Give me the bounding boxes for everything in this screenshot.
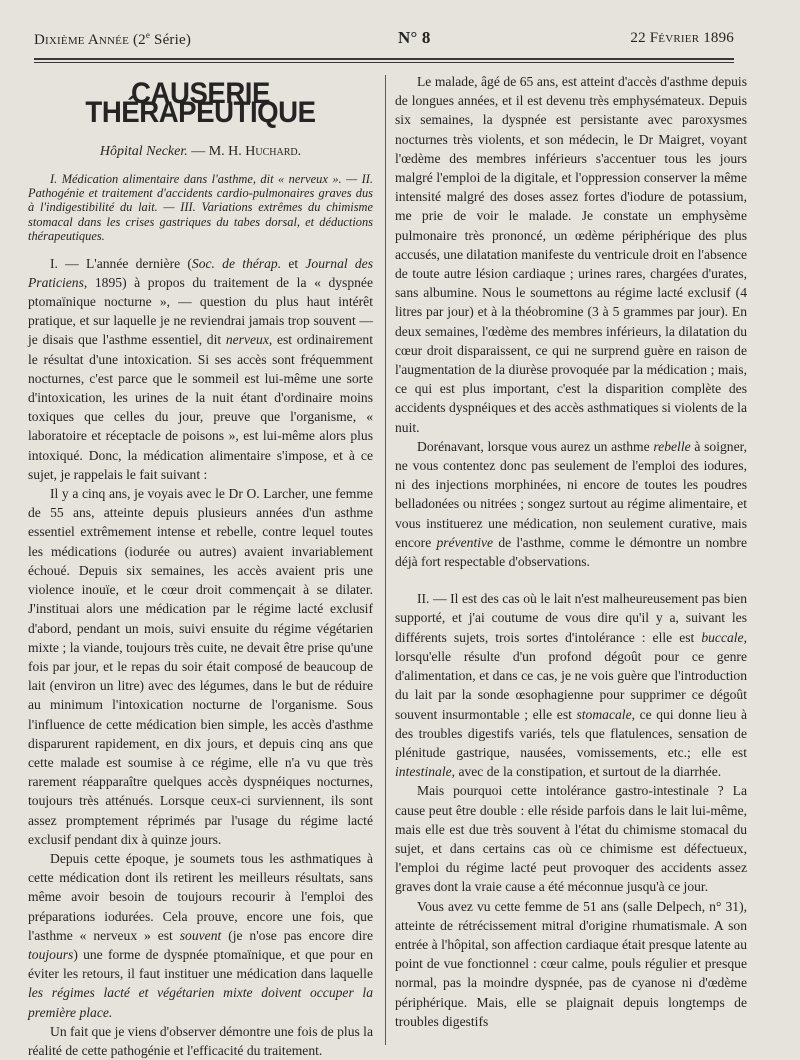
article-byline: Hôpital Necker. — M. H. Huchard.: [99, 144, 302, 160]
paragraph: I. — L'année dernière (Soc. de thérap. et Journal des Praticiens, 1895) à propos du traitement de la « dyspnée ptomaïnique nocturne », — question du plus haut intérêt pratique, et sur laquelle je ne reviendrai jamais trop souvent — je disais que l'asthme essentiel, dit nerveux, est ordinairement le résultat d'une intoxication. Si ses accès sont fréquemment nocturnes, c'est parce que le sommeil est lui-même une sorte d'intoxication, les urines de la nuit étant d'ordinaire moins toxiques que celles du jour, preuve que l'organisme, « laboratoire et réceptacle de poisons », est lui-même alors plus intoxiqué. Donc, la médication alimentaire s'impose, et à ce sujet, je rappelais le fait suivant :: [28, 255, 374, 482]
running-header: [34, 28, 734, 52]
article-summary: I. Médication alimentaire dans l'asthme, dit « nerveux ». — II. Pathogénie et traitement d'accidents cardio-pulmonaires graves dus à l'indigestibilité du lait. — III. Variations extrêmes du chimisme stomacal dans les crises gastriques du tabes dorsal, et déductions thérapeutiques.: [28, 171, 373, 244]
column-divider: [385, 75, 386, 1045]
paragraph: Un fait que je viens d'observer démontre une fois de plus la réalité de cette pathogénie et l'efficacité du traitement.: [28, 1023, 373, 1058]
header-rule-thin: [34, 62, 734, 63]
header-rule: [34, 58, 734, 60]
header-date: 22 Février 1896: [630, 30, 734, 46]
paragraph: II. — Il est des cas où le lait n'est malheureusement pas bien supporté, et j'ai coutume de vous dire qu'il y a, suivant les différents sujets, trois sortes d'intolérance : elle est buccale, lorsqu'elle résulte d'un profond dégoût pour ce genre d'alimentation, et dans ce cas, je ne vois guère que l'introduction du lait par la sonde œsophagienne pour supprimer ce dégoût souvent insurmontable ; elle est stomacale, ce qui donne lieu à des troubles digestifs variés, tels que flatulences, sensation de plénitude gastrique, nausées, vomissements, etc.; elle est intestinale, avec de la constipation, et surtout de la diarrhée.: [395, 591, 747, 780]
left-column: [28, 72, 373, 1060]
paragraph: Vous avez vu cette femme de 51 ans (salle Delpech, n° 31), atteinte de rétrécissement mitral d'origine rhumatismale. A son entrée à l'hôpital, son affection cardiaque était presque latente au point de vue fonctionnel : cœur calme, pouls régulier et presque normal, pas la moindre dyspnée, pas de cyanose ni d'œdème périphérique. Mais, elle se plaignait depuis longtemps de troubles digestifs: [395, 898, 747, 1029]
article-title: CAUSERIE THÉRAPEUTIQUE: [85, 77, 316, 130]
paragraph: Il y a cinq ans, je voyais avec le Dr O. Larcher, une femme de 55 ans, atteinte depuis plusieurs années d'un asthme essentiel extrêmement intense et rebelle, contre lequel toutes les médications (iodurée ou autres) avaient invariablement échoué. Depuis six semaines, les accès avaient pris une violence inouïe, et le cœur droit commençait à se dilater. J'instituai alors une médication par le régime lacté exclusif d'abord, pendant un mois, suivi ensuite du régime végétarien mixte ; la viande, toujours très cuite, ne devait être prise qu'une fois par jour, et le repas du soir était composé de beaucoup de lait (environ un litre) avec des légumes, dans le but de réduire au minimum l'intoxication nocturne de l'organisme. Sous l'influence de cette médication bien simple, les accès d'asthme disparurent rapidement, en dix jours, et depuis cinq ans que cette malade est soumise à ce régime, elle n'a vu que très rarement réapparaître quelques accès dyspnéiques nocturnes, toujours très atténués. Lorsque ceux-ci surviennent, ils sont assez promptement réprimés par l'usage du régime lacté exclusif pendant dix à quinze jours.: [28, 486, 373, 847]
header-volume: Dixième Année (2e Série): [34, 30, 192, 48]
paragraph: Depuis cette époque, je soumets tous les asthmatiques à cette médication dont ils retirent les meilleurs résultats, sans même avoir besoin de toujours recourir à l'emploi des préparations iodurées. Cela prouve, encore une fois, que l'asthme « nerveux » est souvent (je n'ose pas encore dire toujours) une forme de dyspnée ptomaïnique, et que pour en éviter les retours, il faut instituer une médication dans laquelle les régimes lacté et végétarien mixte doivent occuper la première place.: [28, 850, 373, 1020]
paragraph: Dorénavant, lorsque vous aurez un asthme rebelle à soigner, ne vous contentez donc pas seulement de l'emploi des iodures, ni des injections morphinées, ni encore de toutes les poudres belladonées ou nitrées ; songez surtout au régime alimentaire, et vous instituerez une médication, non seulement curative, mais encore préventive de l'asthme, comme le démontre un nombre déjà fort respectable d'observations.: [395, 438, 747, 570]
paragraph: Mais pourquoi cette intolérance gastro-intestinale ? La cause peut être double : elle réside parfois dans le lait lui-même, mais elle est due très souvent à l'état du chimisme stomacal du sujet, et dans certains cas où ce chimisme est défectueux, l'emploi du régime lacté peut provoquer des accidents assez graves dont la vraie cause a été méconnue jusqu'à ce jour.: [395, 783, 747, 895]
right-column: [395, 72, 747, 1031]
paragraph: Le malade, âgé de 65 ans, est atteint d'accès d'asthme depuis de longues années, et il est devenu très emphysémateux. Depuis six semaines, la dyspnée est persistante avec paroxysmes nocturnes très violents, et son médecin, le Dr Maigret, voyant l'œdème des membres inférieurs s'accentuer tous les jours malgré l'emploi de la digitale, et l'oppression conserver la même intensité malgré des doses assez fortes d'iodure de potassium, me prie de voir le malade. Je constate un emphysème pulmonaire très prononcé, un œdème périphérique des plus accusés, une dilatation manifeste du ventricule droit en l'absence de toute autre lésion cardiaque ; urines rares, chargées d'urates, sans albumine. Nous le soumettons au régime lacté exclusif (4 litres par jour) et à la théobromine (3 à 5 grammes par jour). En deux semaines, l'œdème des membres inférieurs, la dilatation du cœur droit disparaissent, ce qui ne surprend guère en raison de l'augmentation de la diurèse provoquée par la médication ; mais, ce qui est plus important, c'est la disparition complète des accidents dyspnéiques et des accès asthmatiques si violents de la nuit.: [395, 74, 747, 435]
header-issue-number: N° 8: [398, 28, 431, 47]
